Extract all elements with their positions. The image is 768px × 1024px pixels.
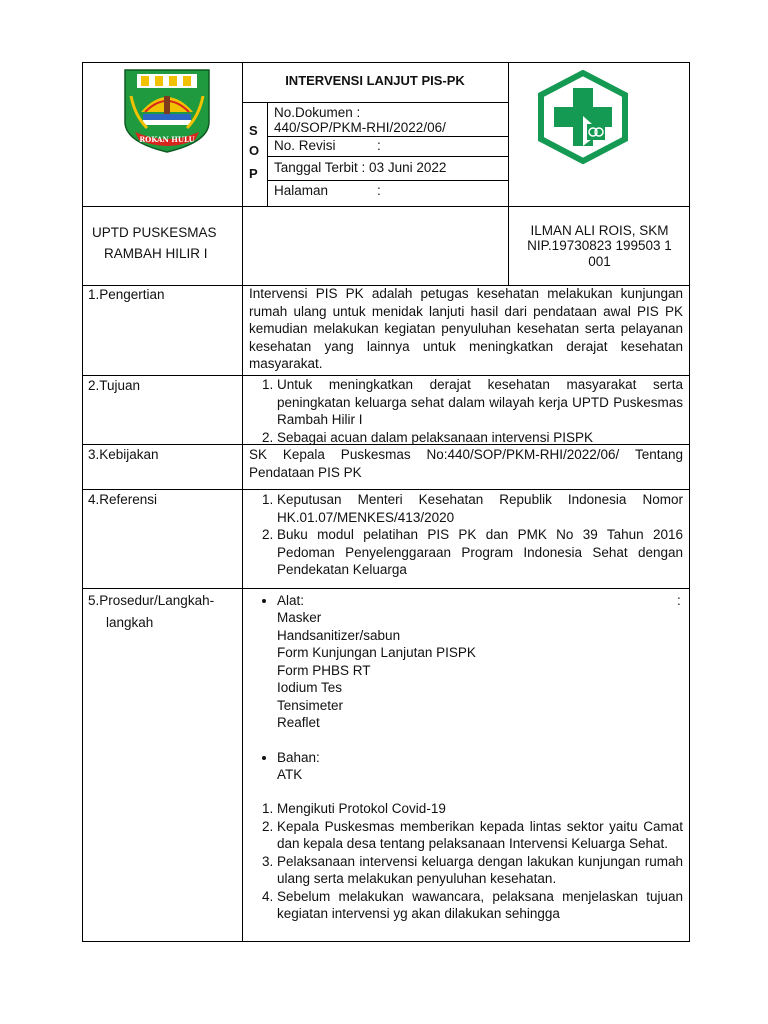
document-title: INTERVENSI LANJUT PIS-PK xyxy=(285,73,465,88)
sop-letter-o: O xyxy=(249,143,260,158)
puskesmas-logo xyxy=(535,70,631,164)
signer-name: ILMAN ALI ROIS, SKM xyxy=(530,223,669,238)
list-item: 1. Untuk meningkatkan derajat kesehatan masyarakat serta peningkatan keluarga sehat dalam wilayah kerja UPTD Puskesmas Rambah Hilir I xyxy=(277,376,683,429)
list-item: Masker xyxy=(277,610,322,625)
issue-date: Tanggal Terbit : 03 Juni 2022 xyxy=(274,160,447,175)
list-item: 4. Sebelum melakukan wawancara, pelaksana menjelaskan tujuan kegiatan intervensi yg akan dilakukan sehingga xyxy=(277,888,683,923)
health-cross-icon xyxy=(535,70,631,164)
document-number: 440/SOP/PKM-RHI/2022/06/ xyxy=(274,120,446,135)
tujuan-list xyxy=(244,376,683,446)
org-name-line1: UPTD PUSKESMAS xyxy=(92,225,217,240)
list-item: Form PHBS RT xyxy=(277,662,371,678)
list-item: 3. Pelaksanaan intervensi keluarga dengan lakukan kunjungan rumah ulang serta melakukan penyuluhan kesehatan. xyxy=(277,853,683,888)
rokan-hulu-logo xyxy=(117,66,217,154)
list-item: 2. Kepala Puskesmas memberikan kepada lintas sektor yaitu Camat dan kepala desa tentang pelaksanaan Intervensi Keluarga Sehat. xyxy=(277,818,683,853)
alat-items xyxy=(277,609,476,732)
alat-label: Alat: xyxy=(277,593,305,608)
alat-colon: : xyxy=(677,593,681,608)
grid-line xyxy=(242,102,509,103)
grid-line xyxy=(267,180,509,181)
grid-line xyxy=(82,206,690,207)
prosedur-steps xyxy=(244,800,683,923)
grid-line xyxy=(242,62,243,942)
grid-line xyxy=(82,489,690,490)
document-number-label: No.Dokumen : xyxy=(274,105,361,120)
grid-line xyxy=(82,941,690,942)
grid-line xyxy=(267,102,268,206)
list-item: Tensimeter xyxy=(277,697,344,713)
revision-label: No. Revisi xyxy=(274,138,336,153)
page-label: Halaman xyxy=(274,183,329,198)
section-label-pengertian: 1.Pengertian xyxy=(88,287,165,302)
bahan-label: Bahan: xyxy=(277,750,320,765)
alat-list xyxy=(244,592,683,610)
list-item: 1. Keputusan Menteri Kesehatan Republik Indonesia Nomor HK.01.07/MENKES/413/2020 xyxy=(277,491,683,526)
sop-letter-p: P xyxy=(249,166,258,181)
referensi-list xyxy=(244,491,683,579)
list-item: Handsanitizer/sabun xyxy=(277,627,401,643)
list-item: 2. Sebagai acuan dalam pelaksanaan intervensi PISPK xyxy=(277,429,683,447)
page-bottom-mask xyxy=(0,942,768,1024)
kebijakan-text: SK Kepala Puskesmas No:440/SOP/PKM-RHI/2022/06/ Tentang Pendataan PIS PK xyxy=(249,447,683,480)
signer-nip-line2: 001 xyxy=(588,254,611,269)
regional-crest-icon xyxy=(117,66,217,154)
signer-nip-line1: NIP.19730823 199503 1 xyxy=(527,238,672,253)
section-label-referensi: 4.Referensi xyxy=(88,492,158,507)
section-label-tujuan: 2.Tujuan xyxy=(88,378,141,393)
section-label-prosedur-2: langkah xyxy=(106,615,154,630)
grid-line xyxy=(267,156,509,157)
logo-ribbon-text: ROKAN HULU xyxy=(139,135,195,144)
org-name-line2: RAMBAH HILIR I xyxy=(104,246,208,261)
list-item xyxy=(277,749,683,767)
list-item xyxy=(277,592,683,610)
list-item: 1. Mengikuti Protokol Covid-19 xyxy=(277,800,683,818)
page-colon: : xyxy=(377,183,381,198)
list-item: Reaflet xyxy=(277,715,320,730)
revision-colon: : xyxy=(377,138,381,153)
list-item: Iodium Tes xyxy=(277,680,343,695)
list-item: Form Kunjungan Lanjutan PISPK xyxy=(277,645,476,660)
grid-line xyxy=(82,588,690,589)
bahan-list xyxy=(244,749,683,767)
sop-letter-s: S xyxy=(249,123,258,138)
pengertian-text: Intervensi PIS PK adalah petugas kesehatan melakukan kunjungan rumah ulang untuk menidak lanjuti hasil dari pendataan awal PIS PK kemudian melakukan kegiatan penyuluhan kesehatan serta pelayanan kesehatan yang lainnya untuk meningkatkan derajat kesehatan masyarakat. xyxy=(249,286,683,371)
section-label-kebijakan: 3.Kebijakan xyxy=(88,447,159,462)
bahan-item: ATK xyxy=(277,767,303,782)
list-item: 2. Buku modul pelatihan PIS PK dan PMK No 39 Tahun 2016 Pedoman Penyelenggaraan Program Indonesia Sehat dengan Pendekatan Keluarga xyxy=(277,526,683,579)
section-label-prosedur: 5.Prosedur/Langkah- xyxy=(88,593,215,608)
